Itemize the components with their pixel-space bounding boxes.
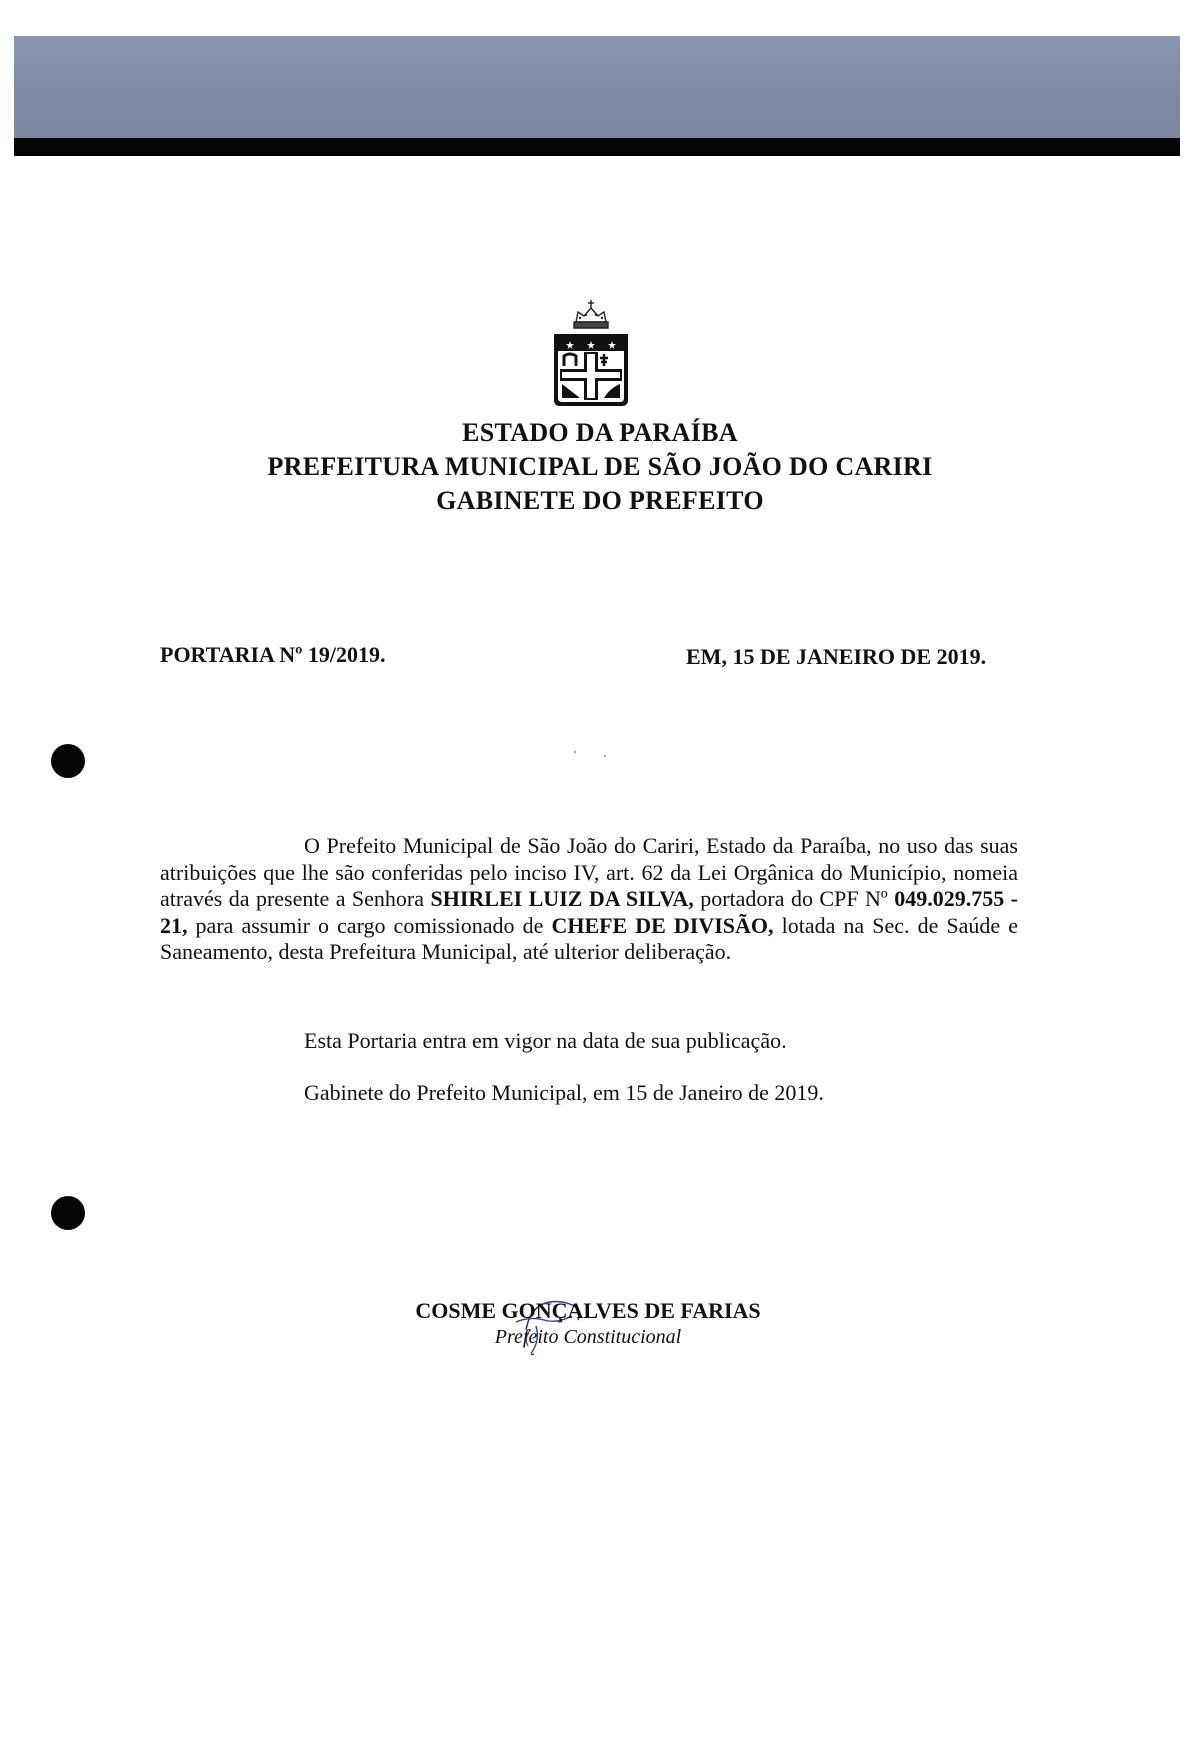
signer-name: COSME GONÇALVES DE FARIAS bbox=[415, 1298, 761, 1323]
signer-role: Prefeito Constitucional bbox=[494, 1326, 682, 1348]
punch-hole-top bbox=[51, 744, 85, 778]
appointee-cpf: 049.029.755 - 21, bbox=[160, 886, 1018, 938]
document-number: PORTARIA Nº 19/2019. bbox=[160, 642, 386, 667]
body-text-closing: lotada na Sec. de Saúde e Saneamento, desta Prefeitura Municipal, até ulterior deliberação. bbox=[160, 912, 1018, 964]
scan-header-bar bbox=[14, 138, 1180, 156]
effective-date-clause: Esta Portaria entra em vigor na data de sua publicação. bbox=[304, 1028, 787, 1053]
body-text-position-label: para assumir o cargo comissionado de bbox=[187, 912, 552, 938]
appointee-name: SHIRLEI LUIZ DA SILVA, bbox=[430, 886, 694, 911]
issue-place-date: Gabinete do Prefeito Municipal, em 15 de Janeiro de 2019. bbox=[304, 1080, 824, 1105]
body-paragraph bbox=[160, 833, 1018, 966]
appointee-position: CHEFE DE DIVISÃO, bbox=[551, 912, 774, 938]
scan-speck bbox=[604, 755, 606, 757]
body-text-cpf-label: portadora do CPF Nº bbox=[693, 886, 895, 911]
letterhead-office: GABINETE DO PREFEITO bbox=[436, 486, 764, 515]
body-text-intro: O Prefeito Municipal de São João do Cariri, Estado da Paraíba, no uso das suas atribuições que lhe são conferidas pelo inciso IV, art. 62 da Lei Orgânica do Município, nomeia através da presente a Senhora bbox=[160, 833, 1018, 911]
coat-of-arms-icon bbox=[548, 296, 634, 414]
punch-hole-bottom bbox=[51, 1196, 85, 1230]
document-date: EM, 15 DE JANEIRO DE 2019. bbox=[686, 644, 987, 669]
letterhead-municipality: PREFEITURA MUNICIPAL DE SÃO JOÃO DO CARIRI bbox=[267, 452, 933, 481]
scan-speck bbox=[574, 751, 576, 753]
letterhead-state: ESTADO DA PARAÍBA bbox=[462, 418, 738, 447]
